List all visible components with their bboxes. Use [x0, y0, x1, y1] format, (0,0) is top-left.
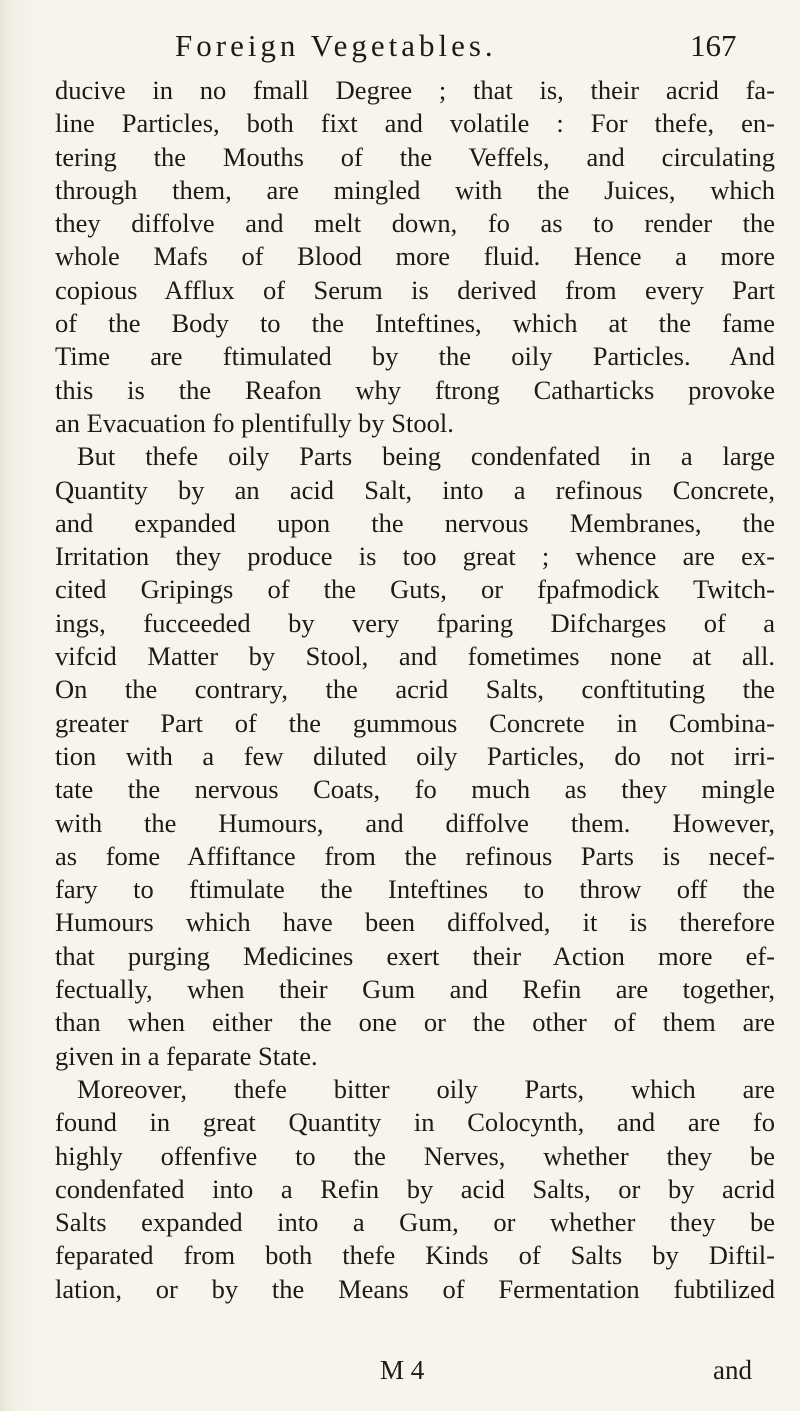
text-line: highly offenfive to the Nerves, whether they be	[55, 1140, 775, 1171]
text-line: through them, are mingled with the Juices, which	[55, 174, 775, 205]
text-line: this is the Reafon why ftrong Catharticks provoke	[55, 374, 775, 405]
text-line: tering the Mouths of the Veffels, and circulating	[55, 141, 775, 172]
text-line: vifcid Matter by Stool, and fometimes none at all.	[55, 641, 775, 672]
text-line: Humours which have been diffolved, it is therefore	[55, 907, 775, 938]
text-line: line Particles, both fixt and volatile : For thefe, en-	[55, 108, 775, 139]
text-line: of the Body to the Inteftines, which at the fame	[55, 308, 775, 339]
text-line: found in great Quantity in Colocynth, and are fo	[55, 1107, 775, 1138]
text-line: tion with a few diluted oily Particles, do not irri-	[55, 740, 775, 771]
text-line: ings, fucceeded by very fparing Difcharges of a	[55, 607, 775, 638]
catchword: and	[713, 1355, 752, 1385]
text-line: greater Part of the gummous Concrete in Combina-	[55, 707, 775, 738]
text-line: Moreover, thefe bitter oily Parts, which are	[77, 1073, 775, 1104]
text-line: Quantity by an acid Salt, into a refinous Concrete,	[55, 474, 775, 505]
text-line: tate the nervous Coats, fo much as they mingle	[55, 774, 775, 805]
signature-mark: M 4	[380, 1355, 425, 1385]
body-text	[55, 74, 775, 1306]
text-line: given in a feparate State.	[55, 1040, 318, 1071]
text-line: lation, or by the Means of Fermentation fubtilized	[55, 1273, 775, 1304]
text-line: On the contrary, the acrid Salts, conftituting the	[55, 674, 775, 705]
text-line: condenfated into a Refin by acid Salts, or by acrid	[55, 1173, 775, 1204]
text-line: and expanded upon the nervous Membranes, the	[55, 507, 775, 538]
page-number: 167	[690, 28, 737, 63]
running-title: Foreign Vegetables.	[175, 28, 497, 63]
text-line: Time are ftimulated by the oily Particles. And	[55, 341, 775, 372]
text-line: an Evacuation fo plentifully by Stool.	[55, 407, 454, 438]
page-header	[175, 28, 795, 74]
text-line: fectually, when their Gum and Refin are together,	[55, 974, 775, 1005]
text-line: they diffolve and melt down, fo as to render the	[55, 208, 775, 239]
text-line: fary to ftimulate the Inteftines to throw off the	[55, 874, 775, 905]
text-line: copious Afflux of Serum is derived from every Part	[55, 274, 775, 305]
text-line: that purging Medicines exert their Action more ef-	[55, 940, 775, 971]
text-line: whole Mafs of Blood more fluid. Hence a more	[55, 241, 775, 272]
text-line: cited Gripings of the Guts, or fpafmodick Twitch-	[55, 574, 775, 605]
text-line: But thefe oily Parts being condenfated in a large	[77, 441, 775, 472]
text-line: as fome Affiftance from the refinous Parts is necef-	[55, 840, 775, 871]
text-line: ducive in no fmall Degree ; that is, their acrid fa-	[55, 75, 775, 105]
text-line: than when either the one or the other of them are	[55, 1007, 775, 1038]
text-line: Irritation they produce is too great ; whence are ex-	[55, 541, 775, 572]
page-footer	[55, 1355, 775, 1391]
text-line: with the Humours, and diffolve them. However,	[55, 807, 775, 838]
text-line: Salts expanded into a Gum, or whether they be	[55, 1207, 775, 1238]
text-line: feparated from both thefe Kinds of Salts by Diftil-	[55, 1240, 775, 1271]
